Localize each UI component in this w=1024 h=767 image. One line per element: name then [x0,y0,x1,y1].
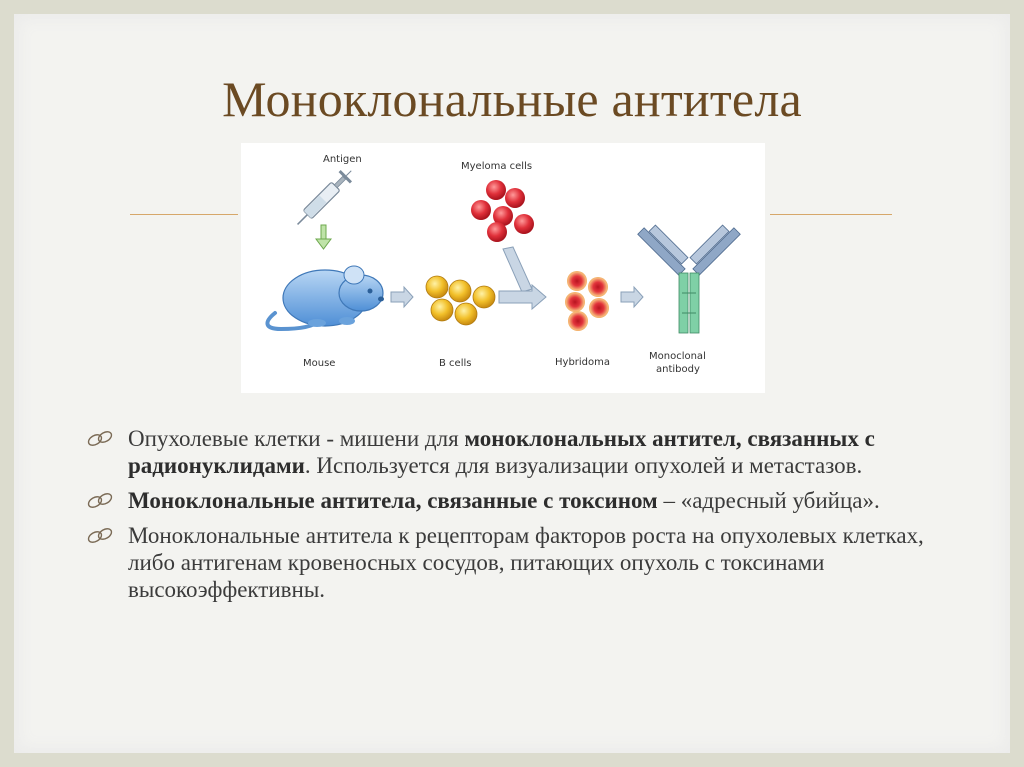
antibody-icon [638,221,741,333]
bullet-text: Опухолевые клетки - мишени для [128,426,465,451]
label-hybridoma: Hybridoma [555,357,611,368]
myeloma-cells-icon [471,180,534,242]
link-icon [86,429,116,447]
bullet-item [86,425,946,479]
monoclonal-antibody-diagram [241,143,765,393]
down-arrow-icon [316,225,331,249]
arrow-right-icon [391,287,413,307]
label-mouse: Mouse [303,358,336,369]
label-antibody: antibody [656,364,700,375]
merge-arrow-icon [499,247,546,309]
bullet-list [86,425,946,611]
bullet-text: Моноклональные антитела к рецепторам факторов роста на опухолевых клетках, либо антигенам кровеносных сосудов, питающих опухоль с токсинами высокоэффективны. [128,523,924,602]
label-b-cells: B cells [439,358,472,369]
slide-title: Моноклональные антитела [222,71,802,127]
label-myeloma-cells: Myeloma cells [461,161,533,172]
arrow-right-icon [621,287,643,307]
title-rule-right [770,214,892,215]
hybridoma-icon [565,271,609,331]
label-antigen: Antigen [323,154,362,165]
bullet-bold-text: Моноклональные антитела, связанные с токсином [128,488,658,513]
b-cells-icon [426,276,495,325]
bullet-item [86,522,946,603]
link-icon [86,526,116,544]
bullet-bold-text: моноклональных антител, связанных с радионуклидами [128,426,875,478]
bullet-text: – «адресный убийца». [657,488,880,513]
link-icon [86,491,116,509]
title-rule-left [130,214,238,215]
syringe-icon [292,165,357,230]
mouse-icon [267,266,384,329]
label-monoclonal: Monoclonal [649,351,706,362]
bullet-text: . Используется для визуализации опухолей и метастазов. [304,453,863,478]
bullet-item [86,487,946,514]
